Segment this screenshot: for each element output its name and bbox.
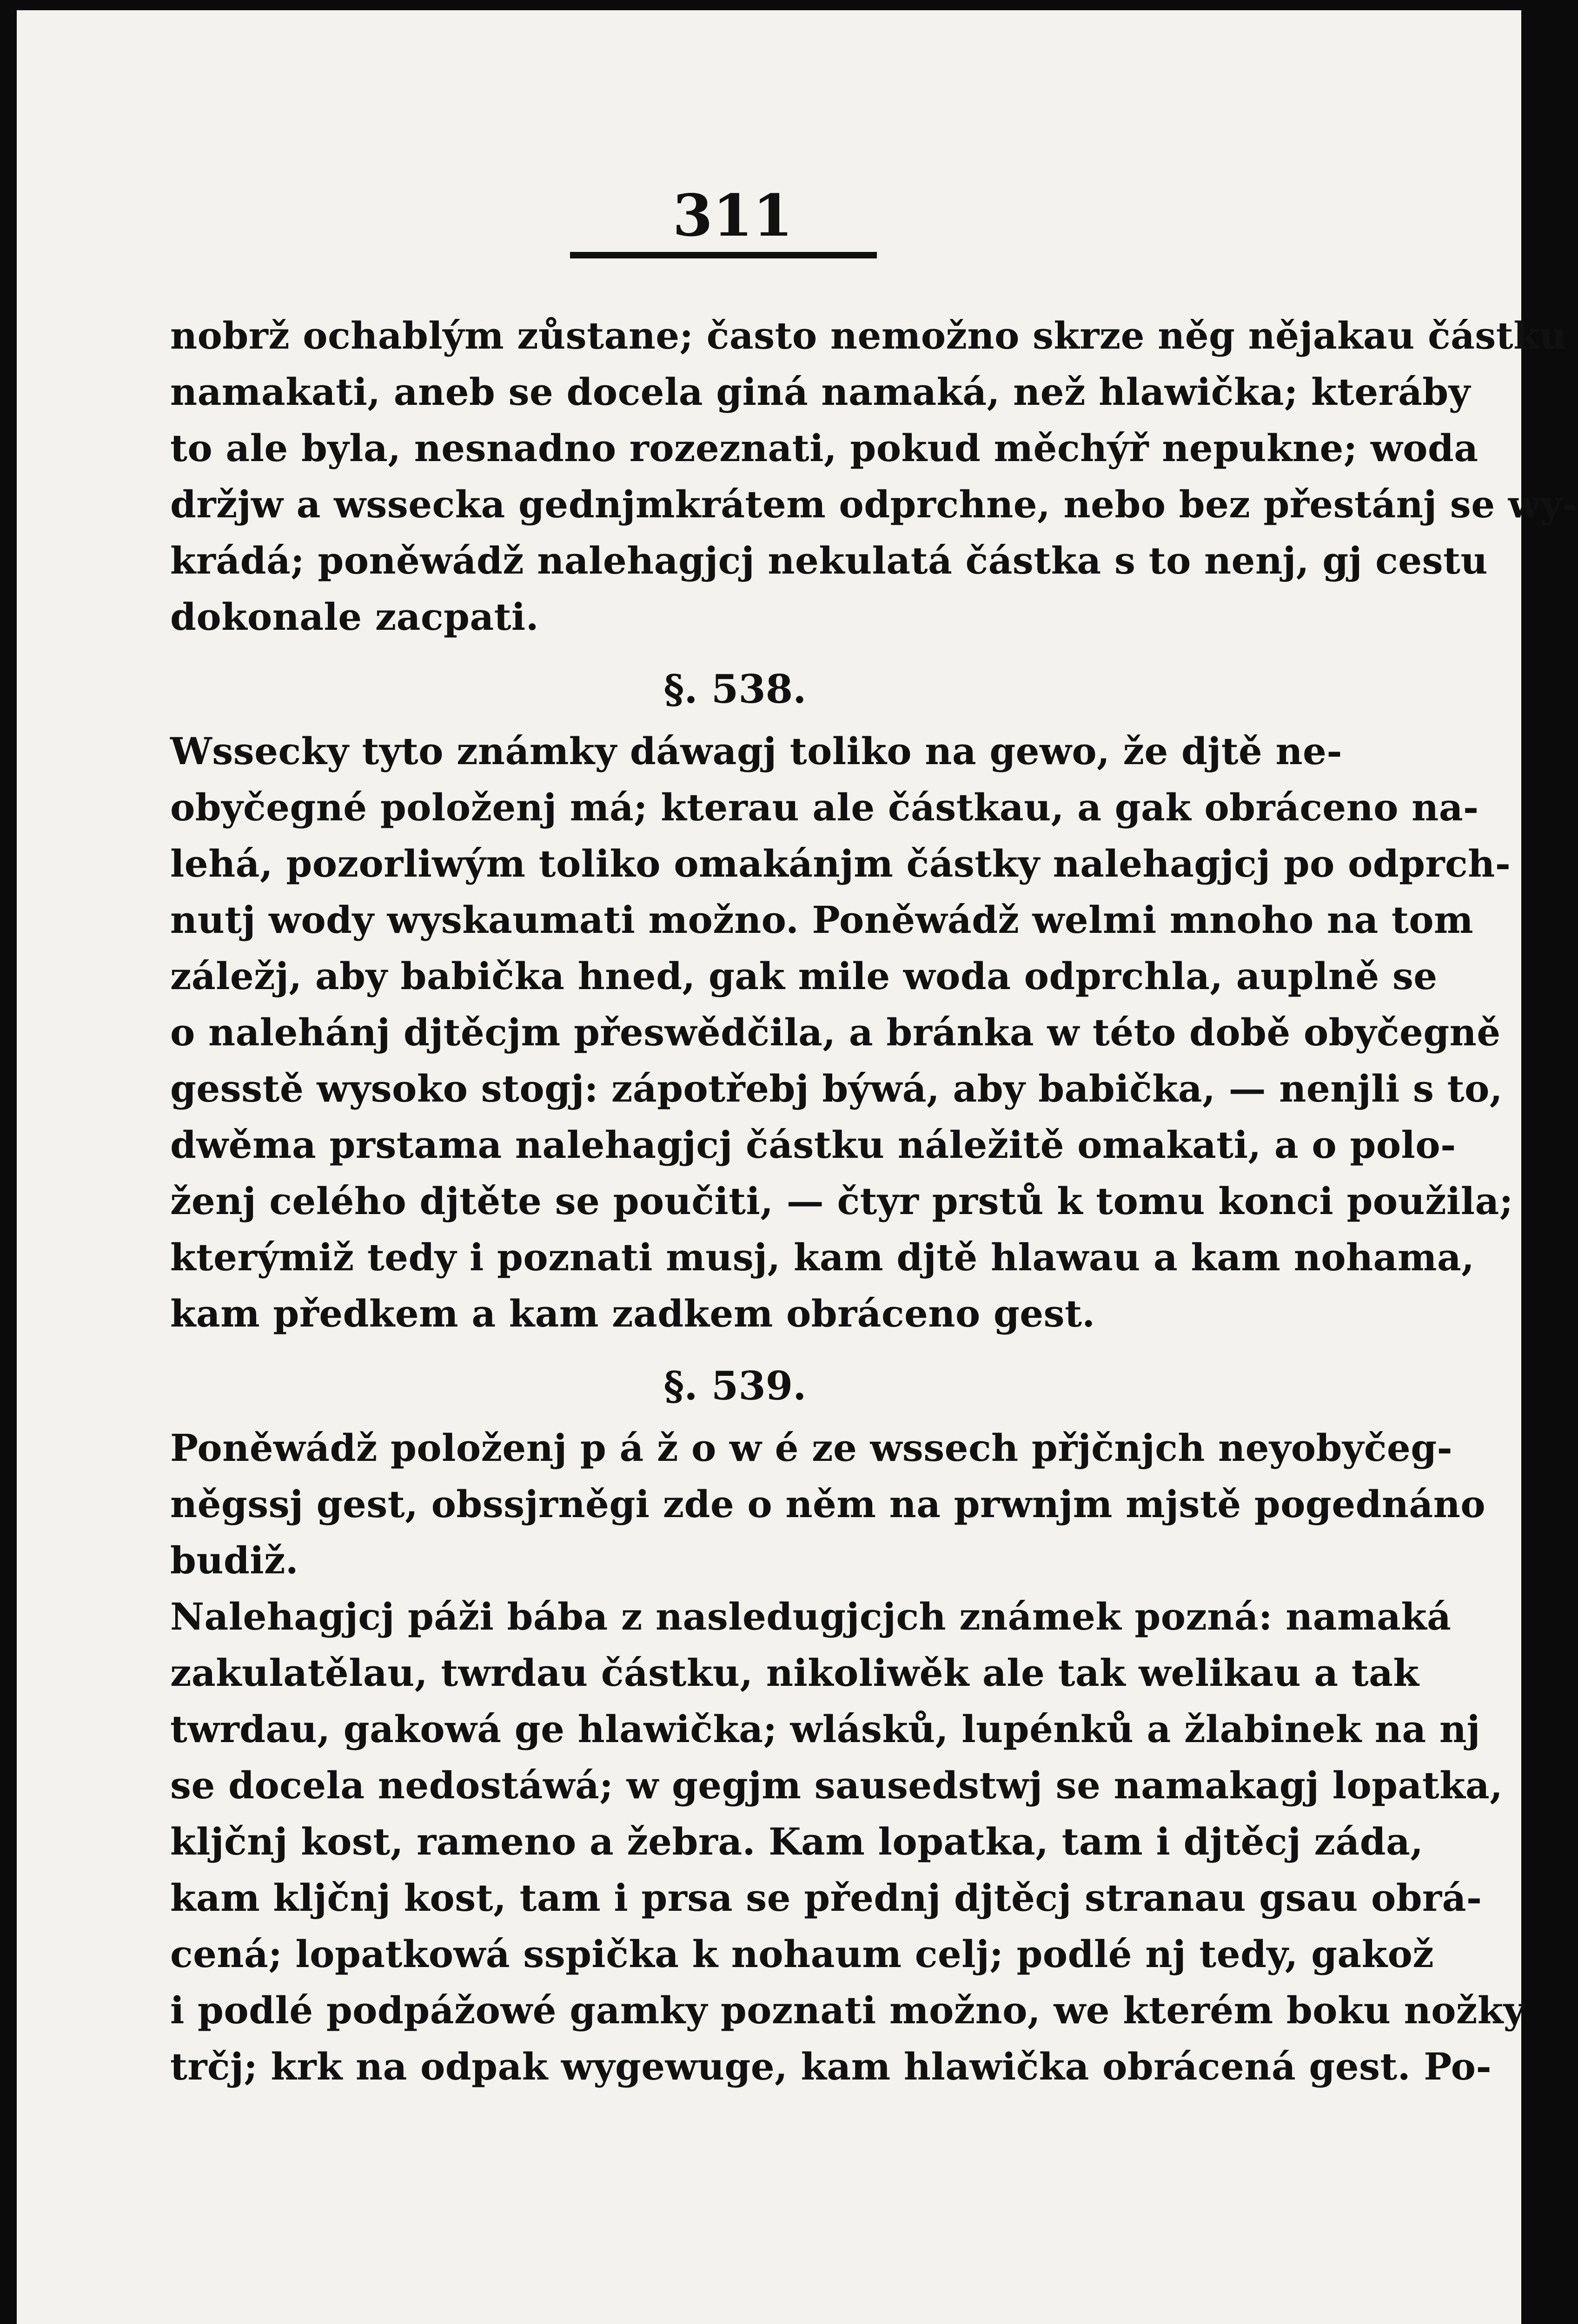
text-line: kam kljčnj kost, tam i prsa se přednj djtěcj stranau gsau obrá- xyxy=(170,1876,1482,1920)
text-line: kljčnj kost, rameno a žebra. Kam lopatka, tam i djtěcj záda, xyxy=(170,1820,1424,1863)
spacer xyxy=(170,1342,1291,1352)
text-line: zakulatělau, twrdau částku, nikoliwěk ale tak welikau a tak xyxy=(170,1651,1419,1695)
text-line: budiž. xyxy=(170,1538,299,1582)
text-line: namakati, aneb se docela giná namaká, než hlawička; kteráby xyxy=(170,370,1471,414)
text-line: lehá, pozorliwým toliko omakánjm částky nalehagjcj po odprch- xyxy=(170,842,1511,885)
text-line: Nalehagjcj páži bába z nasledugjcjch známek pozná: namaká xyxy=(170,1595,1452,1638)
text-line: záležj, aby babička hned, gak mile woda odprchla, auplně se xyxy=(170,954,1438,998)
text-line: cená; lopatkowá sspička k nohaum celj; podlé nj tedy, gakož xyxy=(170,1932,1434,1976)
page-number: 311 xyxy=(672,182,793,250)
text-line: dokonale zacpati. xyxy=(170,595,539,639)
text-line: ženj celého djtěte se poučiti, — čtyr prstů k tomu konci použila; xyxy=(170,1179,1513,1223)
text-line: dwěma prstama nalehagjcj částku náležitě omakati, a o polo- xyxy=(170,1123,1456,1167)
spacer xyxy=(170,645,1291,655)
text-line: Wssecky tyto známky dáwagj toliko na gewo, že djtě ne- xyxy=(170,729,1342,773)
text-line: kterýmiž tedy i poznati musj, kam djtě hlawau a kam nohama, xyxy=(170,1235,1475,1279)
section-heading: §. 538. xyxy=(663,666,807,712)
text-line: nobrž ochablým zůstane; často nemožno skrze něg nějakau částku xyxy=(170,314,1567,357)
text-line: to ale byla, nesnadno rozeznati, pokud měchýř nepukne; woda xyxy=(170,426,1479,470)
text-line: nutj wody wyskaumati možno. Poněwádž welmi mnoho na tom xyxy=(170,898,1474,942)
text-line: Poněwádž položenj p á ž o w é ze wssech přjčnjch neyobyčeg- xyxy=(170,1426,1453,1470)
text-line: kam předkem a kam zadkem obráceno gest. xyxy=(170,1292,1095,1335)
text-line: twrdau, gakowá ge hlawička; wlásků, lupénků a žlabinek na nj xyxy=(170,1707,1480,1751)
section-heading: §. 539. xyxy=(663,1363,807,1409)
text-line: trčj; krk na odpak wygewuge, kam hlawička obrácená gest. Po- xyxy=(170,2045,1492,2088)
text-line: se docela nedostáwá; w gegjm sausedstwj se namakagj lopatka, xyxy=(170,1763,1503,1807)
text-line: krádá; poněwádž nalehagjcj nekulatá částka s to nenj, gj cestu xyxy=(170,539,1488,582)
body-text xyxy=(170,308,1578,2095)
text-line: o nalehánj djtěcjm přeswědčila, a bránka w této době obyčegně xyxy=(170,1010,1501,1054)
text-line: držjw a wssecka gednjmkrátem odprchne, nebo bez přestánj se wy- xyxy=(170,482,1578,526)
text-line: obyčegné položenj má; kterau ale částkau, a gak obráceno na- xyxy=(170,786,1479,829)
text-line: gesstě wysoko stogj: zápotřebj býwá, aby babička, — nenjli s to, xyxy=(170,1067,1503,1110)
book-page xyxy=(17,10,1578,2324)
text-line: i podlé podpážowé gamky poznati možno, we kterém boku nožky xyxy=(170,1988,1525,2032)
text-line: něgssj gest, obssjrněgi zde o něm na prwnjm mjstě pogednáno xyxy=(170,1482,1485,1526)
header-rule xyxy=(570,252,877,258)
